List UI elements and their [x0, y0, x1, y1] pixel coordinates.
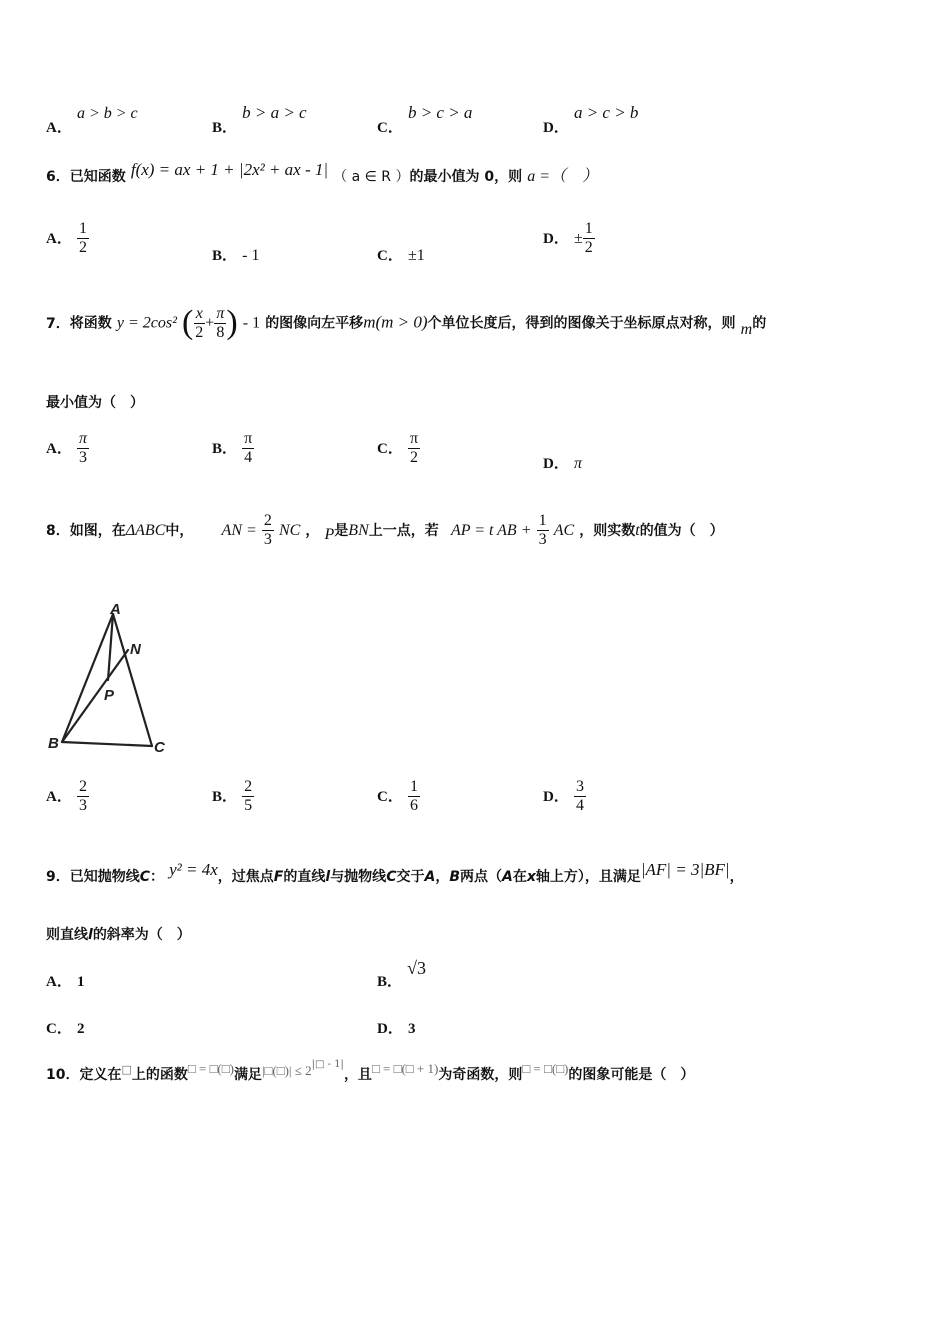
- label-p: P: [104, 687, 115, 704]
- a-variable: A: [501, 869, 513, 885]
- question-text: 交于: [396, 869, 425, 885]
- q6-option-a[interactable]: [46, 220, 89, 257]
- a-variable: A: [424, 869, 436, 885]
- question-text: 最小值为（ ）: [46, 395, 144, 411]
- shifted-function: □ = □(□ + 1): [371, 1061, 439, 1076]
- question-text: ，: [729, 869, 744, 885]
- option-text: √3: [407, 958, 426, 978]
- question-10: [46, 1058, 695, 1084]
- q9-option-d[interactable]: [377, 1017, 415, 1038]
- option-label: C．: [377, 441, 403, 457]
- t-variable: t: [635, 522, 640, 539]
- m-condition: m(m > 0): [363, 312, 428, 332]
- function-def: □ = □(□): [187, 1061, 234, 1076]
- option-text: a > b > c: [76, 105, 138, 122]
- option-label: A．: [46, 441, 72, 457]
- q5-option-d[interactable]: [543, 102, 639, 136]
- question-text: 两点（: [459, 869, 502, 885]
- function-left: y = 2cos²: [116, 314, 177, 332]
- fraction-x-2: $\frac{x}{2}$: [195, 304, 204, 341]
- question-text: 的直线: [283, 869, 326, 885]
- option-label: D．: [377, 1021, 403, 1037]
- parabola-equation: y² = 4x: [169, 860, 218, 879]
- q9-option-c[interactable]: [46, 1017, 84, 1038]
- x-variable: x: [526, 869, 536, 885]
- question-text: 上一点，若: [368, 523, 439, 539]
- colon: ：: [150, 869, 165, 885]
- option-label: D．: [543, 120, 569, 136]
- option-text: 2: [76, 1021, 85, 1037]
- q8-option-b[interactable]: [212, 778, 254, 815]
- m-variable: m: [740, 320, 753, 338]
- q8-option-d[interactable]: [543, 778, 586, 815]
- ask: a =（ ）: [527, 168, 598, 185]
- question-9: [46, 860, 744, 886]
- b-variable: B: [449, 869, 460, 885]
- q6-option-d[interactable]: [543, 220, 595, 257]
- fraction-pi-8: $\frac{\pi}{8}$: [216, 304, 225, 341]
- segment-bn: [62, 650, 128, 742]
- fraction: $\frac{1}{2}$: [584, 220, 593, 256]
- c-variable: C: [386, 869, 397, 885]
- question-text: 为奇函数，则: [438, 1067, 523, 1083]
- side-ab: [62, 614, 113, 742]
- question-text: 定义在: [79, 1067, 122, 1083]
- vector-nc: NC: [278, 522, 301, 539]
- question-text: 轴上方），且满足: [535, 869, 641, 885]
- q8-option-a[interactable]: [46, 778, 89, 815]
- question-number: 7．: [46, 315, 70, 332]
- question-text: 的斜率为（ ）: [92, 927, 191, 943]
- q5-option-a[interactable]: [46, 102, 138, 136]
- question-text: ，过焦点: [217, 869, 274, 885]
- q6-option-b[interactable]: [212, 244, 259, 265]
- focal-condition: |AF| = 3|BF|: [640, 860, 730, 879]
- question-number: 6．: [46, 169, 70, 185]
- option-label: D．: [543, 789, 569, 805]
- question-text: ，则实数: [579, 523, 636, 539]
- question-text: 与抛物线: [330, 869, 387, 885]
- function-graph: □ = □(□): [522, 1061, 569, 1076]
- q5-option-c[interactable]: [377, 102, 473, 136]
- question-text: 已知函数: [69, 169, 126, 185]
- question-text: 的最小值为 0，则: [409, 169, 523, 185]
- question-text: 的值为（ ）: [639, 523, 724, 539]
- option-label: B．: [377, 974, 403, 990]
- question-number: 8．: [46, 523, 70, 539]
- option-label: C．: [377, 120, 403, 136]
- question-text: 则直线: [46, 927, 88, 943]
- question-text: 如图，在: [69, 523, 126, 539]
- option-text: - 1: [242, 247, 260, 264]
- question-text: 个单位长度后，得到的图像关于坐标原点对称，则: [427, 315, 736, 332]
- fraction: $\frac{2}{3}$: [263, 512, 272, 548]
- inequality-exponent: |□ - 1|: [311, 1058, 344, 1070]
- sep: ，: [435, 869, 450, 885]
- fraction: $\frac{\pi}{2}$: [409, 430, 419, 466]
- fraction: $\frac{\pi}{4}$: [244, 430, 253, 466]
- fraction: $\frac{3}{4}$: [575, 778, 584, 814]
- fraction: $\frac{\pi}{3}$: [78, 430, 87, 466]
- option-text: 3: [407, 1021, 416, 1037]
- question-text: 中，: [165, 523, 194, 539]
- comma: ，: [305, 523, 320, 539]
- option-text: b > a > c: [242, 103, 307, 122]
- plus: +: [205, 314, 215, 332]
- q8-option-c[interactable]: [377, 778, 420, 815]
- label-c: C: [154, 739, 165, 756]
- option-label: A．: [46, 120, 72, 136]
- vector-ac: AC: [553, 522, 575, 539]
- q7-option-a[interactable]: [46, 430, 89, 467]
- question-9-line2: [46, 924, 191, 944]
- option-label: B．: [212, 789, 238, 805]
- question-7: [46, 304, 766, 342]
- q6-option-c[interactable]: [377, 244, 425, 265]
- c-variable: C: [139, 869, 151, 885]
- option-label: A．: [46, 789, 72, 805]
- option-text: ±1: [407, 247, 425, 264]
- fraction: $\frac{1}{6}$: [409, 778, 418, 814]
- paren-left: (: [181, 304, 194, 341]
- side-ac: [113, 614, 152, 746]
- p-variable: P: [324, 526, 335, 543]
- option-label: A．: [46, 231, 72, 247]
- option-label: C．: [46, 1021, 72, 1037]
- q7-option-b[interactable]: [212, 430, 254, 467]
- question-text: 在: [512, 869, 527, 885]
- option-label: D．: [543, 456, 569, 472]
- option-label: A．: [46, 974, 72, 990]
- option-label: B．: [212, 120, 238, 136]
- question-text: 已知抛物线: [69, 869, 140, 885]
- fraction: $\frac{2}{3}$: [78, 778, 87, 814]
- question-text: 的: [752, 315, 767, 332]
- triangle-figure: [40, 598, 180, 758]
- option-label: B．: [212, 248, 238, 264]
- fraction: $\frac{2}{5}$: [244, 778, 253, 814]
- option-text: π: [573, 455, 582, 472]
- condition: （ a ∈ R ）: [333, 169, 410, 185]
- question-text: 的图像向左平移: [265, 315, 364, 332]
- sign: ±: [573, 230, 583, 247]
- q9-option-b[interactable]: [377, 958, 426, 990]
- missing-glyph: □: [121, 1063, 132, 1076]
- option-label: B．: [212, 441, 238, 457]
- vector-equation: AP = t AB +: [450, 522, 532, 539]
- option-label: C．: [377, 789, 403, 805]
- option-text: a > c > b: [573, 103, 639, 122]
- question-text: 上的函数: [131, 1067, 188, 1083]
- q7-option-c[interactable]: [377, 430, 420, 467]
- l-variable: l: [88, 927, 93, 943]
- option-text: b > c > a: [407, 103, 473, 122]
- option-label: D．: [543, 231, 569, 247]
- q9-option-a[interactable]: [46, 970, 84, 991]
- paren-right: ): [226, 304, 238, 341]
- question-text: 的图象可能是（ ）: [568, 1067, 695, 1083]
- question-text: 将函数: [69, 315, 112, 332]
- fraction: $\frac{1}{2}$: [78, 220, 87, 256]
- option-label: C．: [377, 248, 403, 264]
- function-expression: f(x) = ax + 1 + |2x² + ax - 1|: [130, 160, 329, 179]
- question-number: 10．: [46, 1067, 80, 1083]
- function-right: - 1: [242, 314, 261, 332]
- fraction: $\frac{1}{3}$: [538, 512, 547, 548]
- label-n: N: [130, 641, 141, 658]
- side-bc: [62, 742, 152, 746]
- question-text: 是: [334, 523, 349, 539]
- inequality: |□(□)| ≤ 2: [261, 1063, 312, 1078]
- question-7-line2: [46, 392, 144, 412]
- q7-option-d[interactable]: [543, 452, 582, 473]
- l-variable: l: [325, 869, 331, 885]
- bn-segment: BN: [348, 522, 369, 539]
- label-a: A: [110, 601, 121, 618]
- question-number: 9．: [46, 869, 70, 885]
- label-b: B: [48, 735, 59, 752]
- f-variable: F: [273, 869, 284, 885]
- option-text: 1: [76, 974, 85, 990]
- triangle-abc: ΔABC: [125, 522, 166, 539]
- question-8: [46, 512, 724, 549]
- question-6: [46, 160, 598, 186]
- question-text: 满足: [233, 1067, 262, 1083]
- question-text: ，且: [343, 1067, 372, 1083]
- vector-an: AN =: [221, 522, 257, 539]
- q5-option-b[interactable]: [212, 102, 307, 136]
